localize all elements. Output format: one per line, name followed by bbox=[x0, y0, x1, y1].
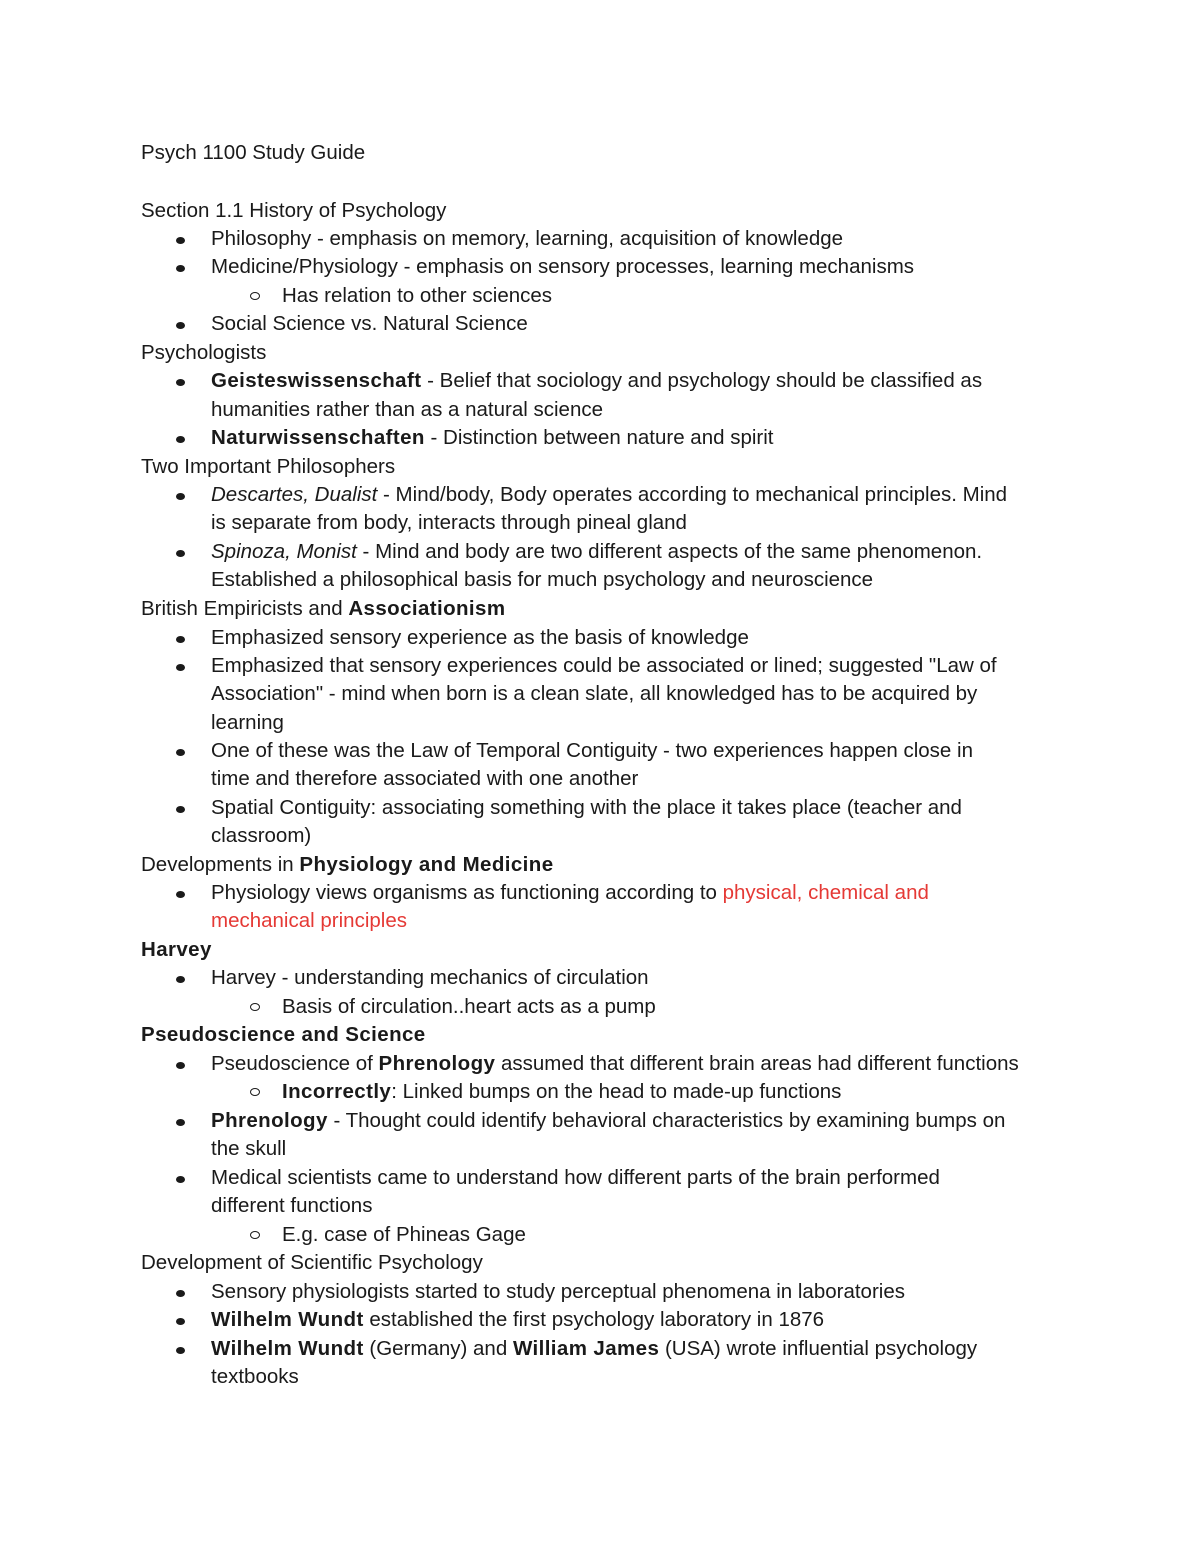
section-heading: Pseudoscience and Science bbox=[141, 1023, 426, 1046]
sub-list-item: Incorrectly: Linked bumps on the head to made-up functions bbox=[282, 1080, 842, 1103]
list-item: Physiology views organisms as functioning according to physical, chemical and bbox=[211, 881, 929, 904]
list-item: Naturwissenschaften - Distinction between nature and spirit bbox=[211, 426, 774, 449]
bullet-icon bbox=[176, 436, 185, 443]
section-heading: Developments in Physiology and Medicine bbox=[141, 853, 554, 876]
list-item: Emphasized that sensory experiences could be associated or lined; suggested "Law of bbox=[211, 654, 997, 677]
list-item: Social Science vs. Natural Science bbox=[211, 312, 528, 335]
sub-list-item: E.g. case of Phineas Gage bbox=[282, 1223, 526, 1246]
bullet-icon bbox=[176, 1176, 185, 1183]
list-item: Medicine/Physiology - emphasis on sensory processes, learning mechanisms bbox=[211, 255, 915, 278]
list-item-continuation: textbooks bbox=[211, 1365, 299, 1388]
sub-bullet-icon bbox=[250, 1088, 260, 1096]
section-heading: Harvey bbox=[141, 938, 212, 961]
list-item-continuation: Association" - mind when born is a clean slate, all knowledged has to be acquired by bbox=[211, 682, 978, 705]
bullet-icon bbox=[176, 1318, 185, 1325]
list-item: Medical scientists came to understand how different parts of the brain performed bbox=[211, 1166, 940, 1189]
list-item: Philosophy - emphasis on memory, learning, acquisition of knowledge bbox=[211, 227, 844, 250]
bullet-icon bbox=[176, 379, 185, 386]
bullet-icon bbox=[176, 550, 185, 557]
document-title: Psych 1100 Study Guide bbox=[141, 141, 366, 164]
list-item: Emphasized sensory experience as the basis of knowledge bbox=[211, 626, 749, 649]
section-heading: Psychologists bbox=[141, 341, 267, 364]
list-item-continuation: is separate from body, interacts through pineal gland bbox=[211, 511, 687, 534]
bullet-icon bbox=[176, 1290, 185, 1297]
list-item-continuation: learning bbox=[211, 711, 284, 734]
bullet-icon bbox=[176, 493, 185, 500]
list-item: Spinoza, Monist - Mind and body are two different aspects of the same phenomenon. bbox=[211, 540, 983, 563]
sub-list-item: Basis of circulation..heart acts as a pump bbox=[282, 995, 656, 1018]
list-item-continuation: mechanical principles bbox=[211, 909, 407, 932]
list-item: Phrenology - Thought could identify behavioral characteristics by examining bumps on bbox=[211, 1109, 1006, 1132]
list-item: Geisteswissenschaft - Belief that sociology and psychology should be classified as bbox=[211, 369, 983, 392]
bullet-icon bbox=[176, 1119, 185, 1126]
section-heading: Two Important Philosophers bbox=[141, 455, 396, 478]
bullet-icon bbox=[176, 664, 185, 671]
bullet-icon bbox=[176, 806, 185, 813]
list-item-continuation: time and therefore associated with one another bbox=[211, 767, 639, 790]
section-heading: Section 1.1 History of Psychology bbox=[141, 199, 447, 222]
list-item-continuation: humanities rather than as a natural science bbox=[211, 398, 604, 421]
section-heading: British Empiricists and Associationism bbox=[141, 597, 506, 620]
list-item: Spatial Contiguity: associating something with the place it takes place (teacher and bbox=[211, 796, 962, 819]
bullet-icon bbox=[176, 265, 185, 272]
list-item-continuation: Established a philosophical basis for much psychology and neuroscience bbox=[211, 568, 874, 591]
list-item: One of these was the Law of Temporal Contiguity - two experiences happen close in bbox=[211, 739, 973, 762]
bullet-icon bbox=[176, 636, 185, 643]
bullet-icon bbox=[176, 749, 185, 756]
list-item: Sensory physiologists started to study perceptual phenomena in laboratories bbox=[211, 1280, 905, 1303]
list-item: Wilhelm Wundt (Germany) and William James (USA) wrote influential psychology bbox=[211, 1337, 978, 1360]
sub-list-item: Has relation to other sciences bbox=[282, 284, 553, 307]
list-item: Wilhelm Wundt established the first psychology laboratory in 1876 bbox=[211, 1308, 825, 1331]
bullet-icon bbox=[176, 322, 185, 329]
list-item: Harvey - understanding mechanics of circulation bbox=[211, 966, 649, 989]
bullet-icon bbox=[176, 891, 185, 898]
section-heading: Development of Scientific Psychology bbox=[141, 1251, 483, 1274]
bullet-icon bbox=[176, 237, 185, 244]
bullet-icon bbox=[176, 1347, 185, 1354]
list-item: Descartes, Dualist - Mind/body, Body operates according to mechanical principles. Mind bbox=[211, 483, 1008, 506]
bullet-icon bbox=[176, 1062, 185, 1069]
bullet-icon bbox=[176, 976, 185, 983]
list-item-continuation: different functions bbox=[211, 1194, 373, 1217]
list-item-continuation: classroom) bbox=[211, 824, 312, 847]
sub-bullet-icon bbox=[250, 292, 260, 300]
list-item: Pseudoscience of Phrenology assumed that different brain areas had different functions bbox=[211, 1052, 1019, 1075]
sub-bullet-icon bbox=[250, 1231, 260, 1239]
sub-bullet-icon bbox=[250, 1003, 260, 1011]
list-item-continuation: the skull bbox=[211, 1137, 287, 1160]
